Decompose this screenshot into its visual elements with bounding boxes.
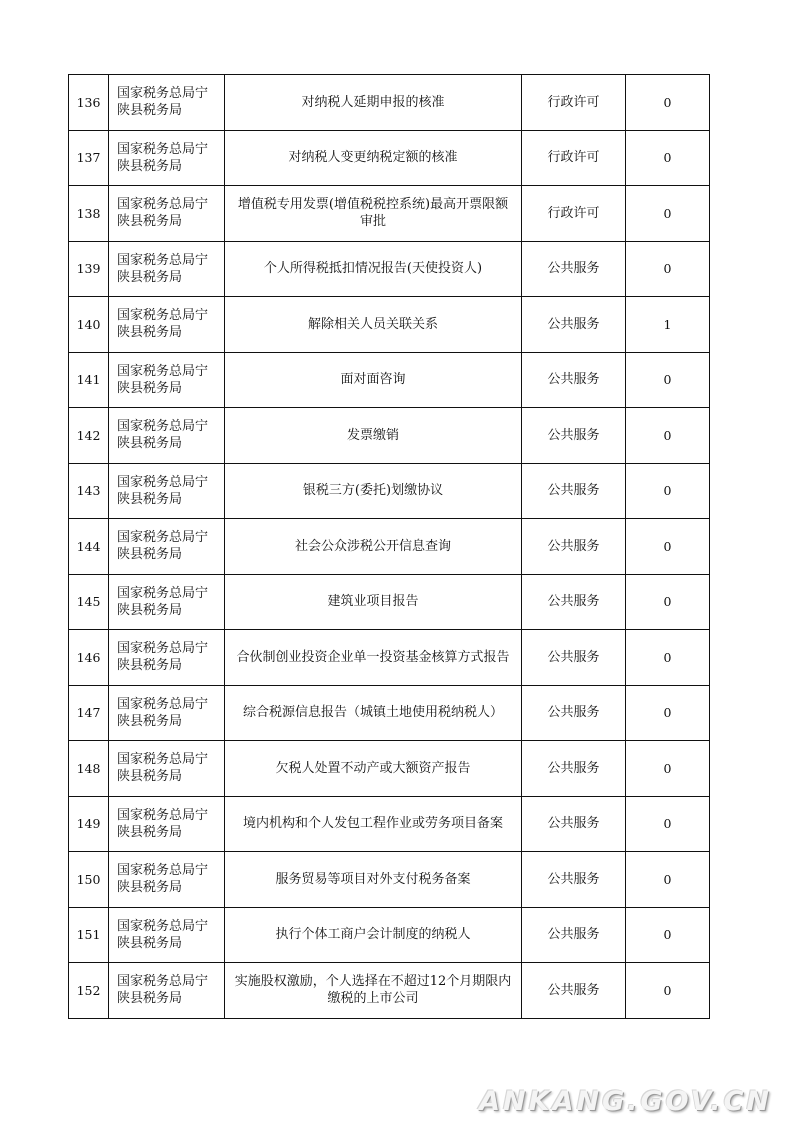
row-item-name: 社会公众涉税公开信息查询 (225, 519, 522, 575)
row-count: 0 (626, 796, 710, 852)
row-number: 143 (69, 463, 109, 519)
row-item-name: 发票缴销 (225, 408, 522, 464)
row-number: 136 (69, 75, 109, 131)
row-item-name: 建筑业项目报告 (225, 574, 522, 630)
row-item-name: 欠税人处置不动产或大额资产报告 (225, 741, 522, 797)
row-item-type: 行政许可 (522, 186, 626, 242)
row-item-type: 公共服务 (522, 241, 626, 297)
row-item-type: 公共服务 (522, 574, 626, 630)
row-number: 146 (69, 630, 109, 686)
table-row (69, 408, 710, 464)
row-number: 142 (69, 408, 109, 464)
row-department: 国家税务总局宁陕县税务局 (109, 741, 225, 797)
row-department: 国家税务总局宁陕县税务局 (109, 352, 225, 408)
row-count: 0 (626, 130, 710, 186)
row-count: 0 (626, 685, 710, 741)
row-count: 0 (626, 963, 710, 1019)
row-item-type: 行政许可 (522, 130, 626, 186)
row-item-name: 对纳税人延期申报的核准 (225, 75, 522, 131)
row-count: 0 (626, 241, 710, 297)
table-row (69, 352, 710, 408)
row-item-type: 公共服务 (522, 963, 626, 1019)
row-item-name: 银税三方(委托)划缴协议 (225, 463, 522, 519)
table-row (69, 852, 710, 908)
row-count: 0 (626, 186, 710, 242)
row-number: 140 (69, 297, 109, 353)
row-number: 137 (69, 130, 109, 186)
table-row (69, 519, 710, 575)
row-item-name: 增值税专用发票(增值税税控系统)最高开票限额审批 (225, 186, 522, 242)
row-department: 国家税务总局宁陕县税务局 (109, 75, 225, 131)
row-count: 0 (626, 907, 710, 963)
row-department: 国家税务总局宁陕县税务局 (109, 796, 225, 852)
table-row (69, 963, 710, 1019)
row-count: 0 (626, 741, 710, 797)
row-department: 国家税务总局宁陕县税务局 (109, 297, 225, 353)
row-item-name: 解除相关人员关联关系 (225, 297, 522, 353)
row-count: 0 (626, 75, 710, 131)
row-item-type: 公共服务 (522, 297, 626, 353)
row-count: 0 (626, 630, 710, 686)
row-item-type: 公共服务 (522, 907, 626, 963)
row-item-name: 面对面咨询 (225, 352, 522, 408)
row-department: 国家税务总局宁陕县税务局 (109, 630, 225, 686)
row-count: 1 (626, 297, 710, 353)
row-number: 151 (69, 907, 109, 963)
row-department: 国家税务总局宁陕县税务局 (109, 685, 225, 741)
row-number: 149 (69, 796, 109, 852)
table-row (69, 685, 710, 741)
row-item-name: 个人所得税抵扣情况报告(天使投资人) (225, 241, 522, 297)
row-item-type: 公共服务 (522, 352, 626, 408)
table-row (69, 741, 710, 797)
row-item-type: 公共服务 (522, 519, 626, 575)
row-item-type: 公共服务 (522, 463, 626, 519)
row-count: 0 (626, 463, 710, 519)
row-number: 138 (69, 186, 109, 242)
row-item-type: 公共服务 (522, 685, 626, 741)
row-count: 0 (626, 519, 710, 575)
row-number: 144 (69, 519, 109, 575)
row-department: 国家税务总局宁陕县税务局 (109, 241, 225, 297)
row-item-name: 境内机构和个人发包工程作业或劳务项目备案 (225, 796, 522, 852)
row-number: 150 (69, 852, 109, 908)
row-number: 139 (69, 241, 109, 297)
table-body (69, 75, 710, 1019)
row-number: 145 (69, 574, 109, 630)
table-row (69, 630, 710, 686)
row-item-name: 实施股权激励，个人选择在不超过12个月期限内缴税的上市公司 (225, 963, 522, 1019)
row-item-type: 公共服务 (522, 852, 626, 908)
row-department: 国家税务总局宁陕县税务局 (109, 130, 225, 186)
row-count: 0 (626, 408, 710, 464)
row-department: 国家税务总局宁陕县税务局 (109, 963, 225, 1019)
row-item-name: 综合税源信息报告（城镇土地使用税纳税人） (225, 685, 522, 741)
table-row (69, 130, 710, 186)
row-item-type: 公共服务 (522, 741, 626, 797)
row-number: 147 (69, 685, 109, 741)
row-item-name: 对纳税人变更纳税定额的核准 (225, 130, 522, 186)
row-department: 国家税务总局宁陕县税务局 (109, 463, 225, 519)
row-item-name: 执行个体工商户会计制度的纳税人 (225, 907, 522, 963)
row-item-type: 公共服务 (522, 630, 626, 686)
row-department: 国家税务总局宁陕县税务局 (109, 519, 225, 575)
row-department: 国家税务总局宁陕县税务局 (109, 408, 225, 464)
site-watermark: ANKANG.GOV.CN (479, 1086, 772, 1117)
table-row (69, 907, 710, 963)
row-item-name: 合伙制创业投资企业单一投资基金核算方式报告 (225, 630, 522, 686)
row-number: 148 (69, 741, 109, 797)
table-row (69, 574, 710, 630)
table-row (69, 796, 710, 852)
row-number: 141 (69, 352, 109, 408)
row-item-name: 服务贸易等项目对外支付税务备案 (225, 852, 522, 908)
row-department: 国家税务总局宁陕县税务局 (109, 186, 225, 242)
row-item-type: 行政许可 (522, 75, 626, 131)
table-row (69, 297, 710, 353)
row-department: 国家税务总局宁陕县税务局 (109, 907, 225, 963)
table-row (69, 75, 710, 131)
table-row (69, 241, 710, 297)
row-count: 0 (626, 852, 710, 908)
row-count: 0 (626, 574, 710, 630)
row-number: 152 (69, 963, 109, 1019)
service-items-table (68, 74, 710, 1019)
table-row (69, 186, 710, 242)
row-department: 国家税务总局宁陕县税务局 (109, 852, 225, 908)
table-row (69, 463, 710, 519)
row-department: 国家税务总局宁陕县税务局 (109, 574, 225, 630)
row-count: 0 (626, 352, 710, 408)
row-item-type: 公共服务 (522, 408, 626, 464)
row-item-type: 公共服务 (522, 796, 626, 852)
